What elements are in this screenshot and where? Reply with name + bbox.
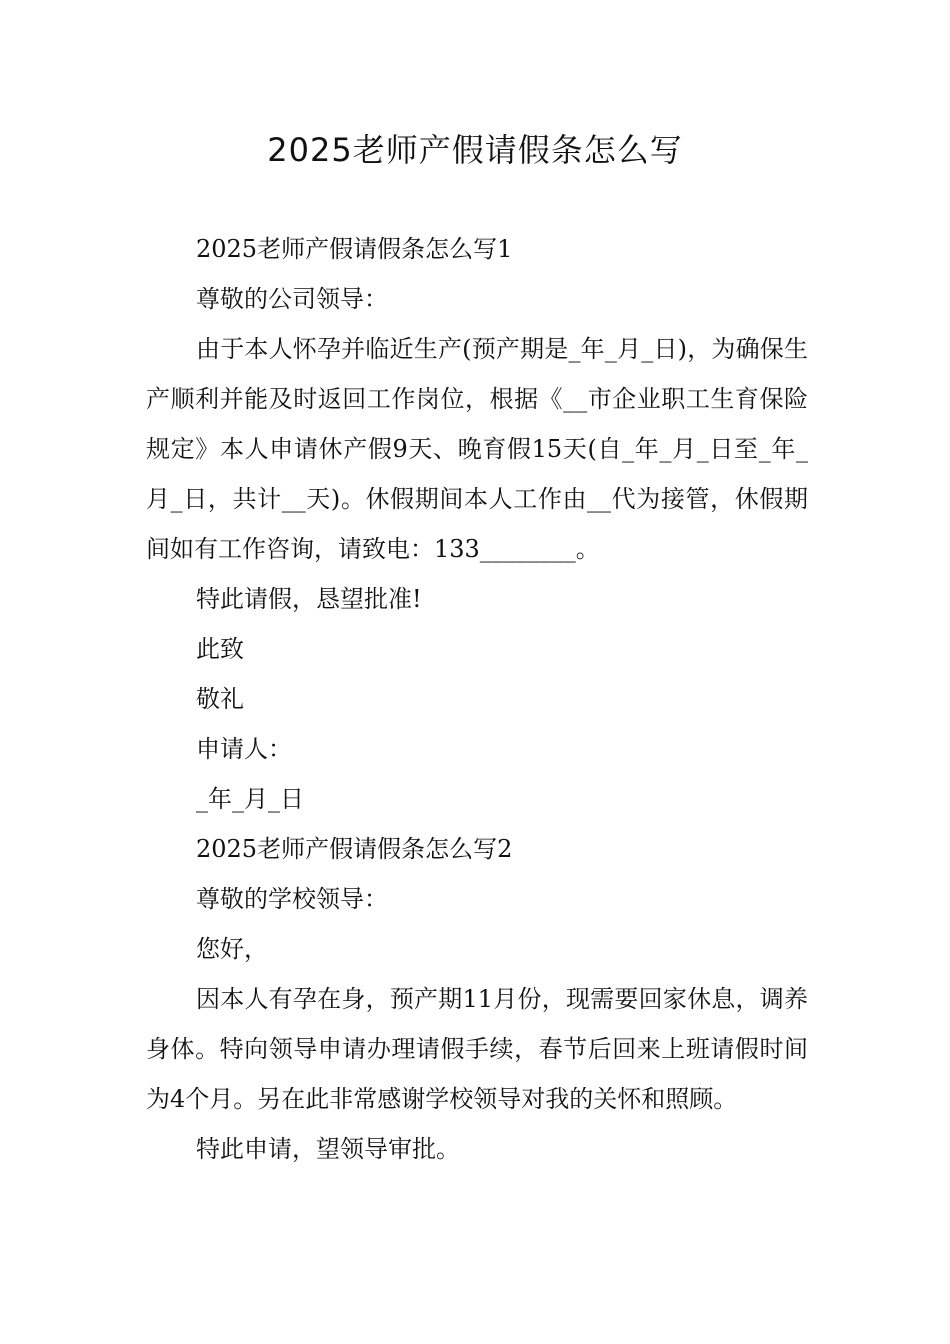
date-line-1: _年_月_日 (196, 785, 304, 813)
salutation-1: 尊敬的公司领导： (196, 285, 388, 313)
request-line-1: 特此请假，恳望批准! (196, 585, 422, 613)
request-line-2: 特此申请，望领导审批。 (196, 1135, 460, 1163)
document-title: 2025老师产假请假条怎么写 (267, 131, 683, 169)
applicant-line-1: 申请人： (196, 735, 292, 763)
closing-regards-1: 敬礼 (196, 685, 244, 713)
section-heading-1: 2025老师产假请假条怎么写1 (196, 235, 513, 263)
closing-1: 此致 (196, 635, 244, 663)
section-heading-2: 2025老师产假请假条怎么写2 (196, 835, 513, 863)
salutation-2: 尊敬的学校领导： (196, 885, 388, 913)
body-paragraph-1: 由于本人怀孕并临近生产(预产期是_年_月_日)，为确保生产顺利并能及时返回工作岗位，根据《__市企业职工生育保险规定》本人申请休产假9天、晚育假15天(自_年_月_日至_年_月_日，共计__天)。休假期间本人工作由__代为接管，休假期间如有工作咨询，请致电：133________。 (146, 335, 808, 563)
greeting-2: 您好， (196, 935, 268, 963)
body-paragraph-2: 因本人有孕在身，预产期11月份，现需要回家休息，调养身体。特向领导申请办理请假手续，春节后回来上班请假时间为4个月。另在此非常感谢学校领导对我的关怀和照顾。 (146, 985, 808, 1113)
document-body (146, 224, 808, 1174)
